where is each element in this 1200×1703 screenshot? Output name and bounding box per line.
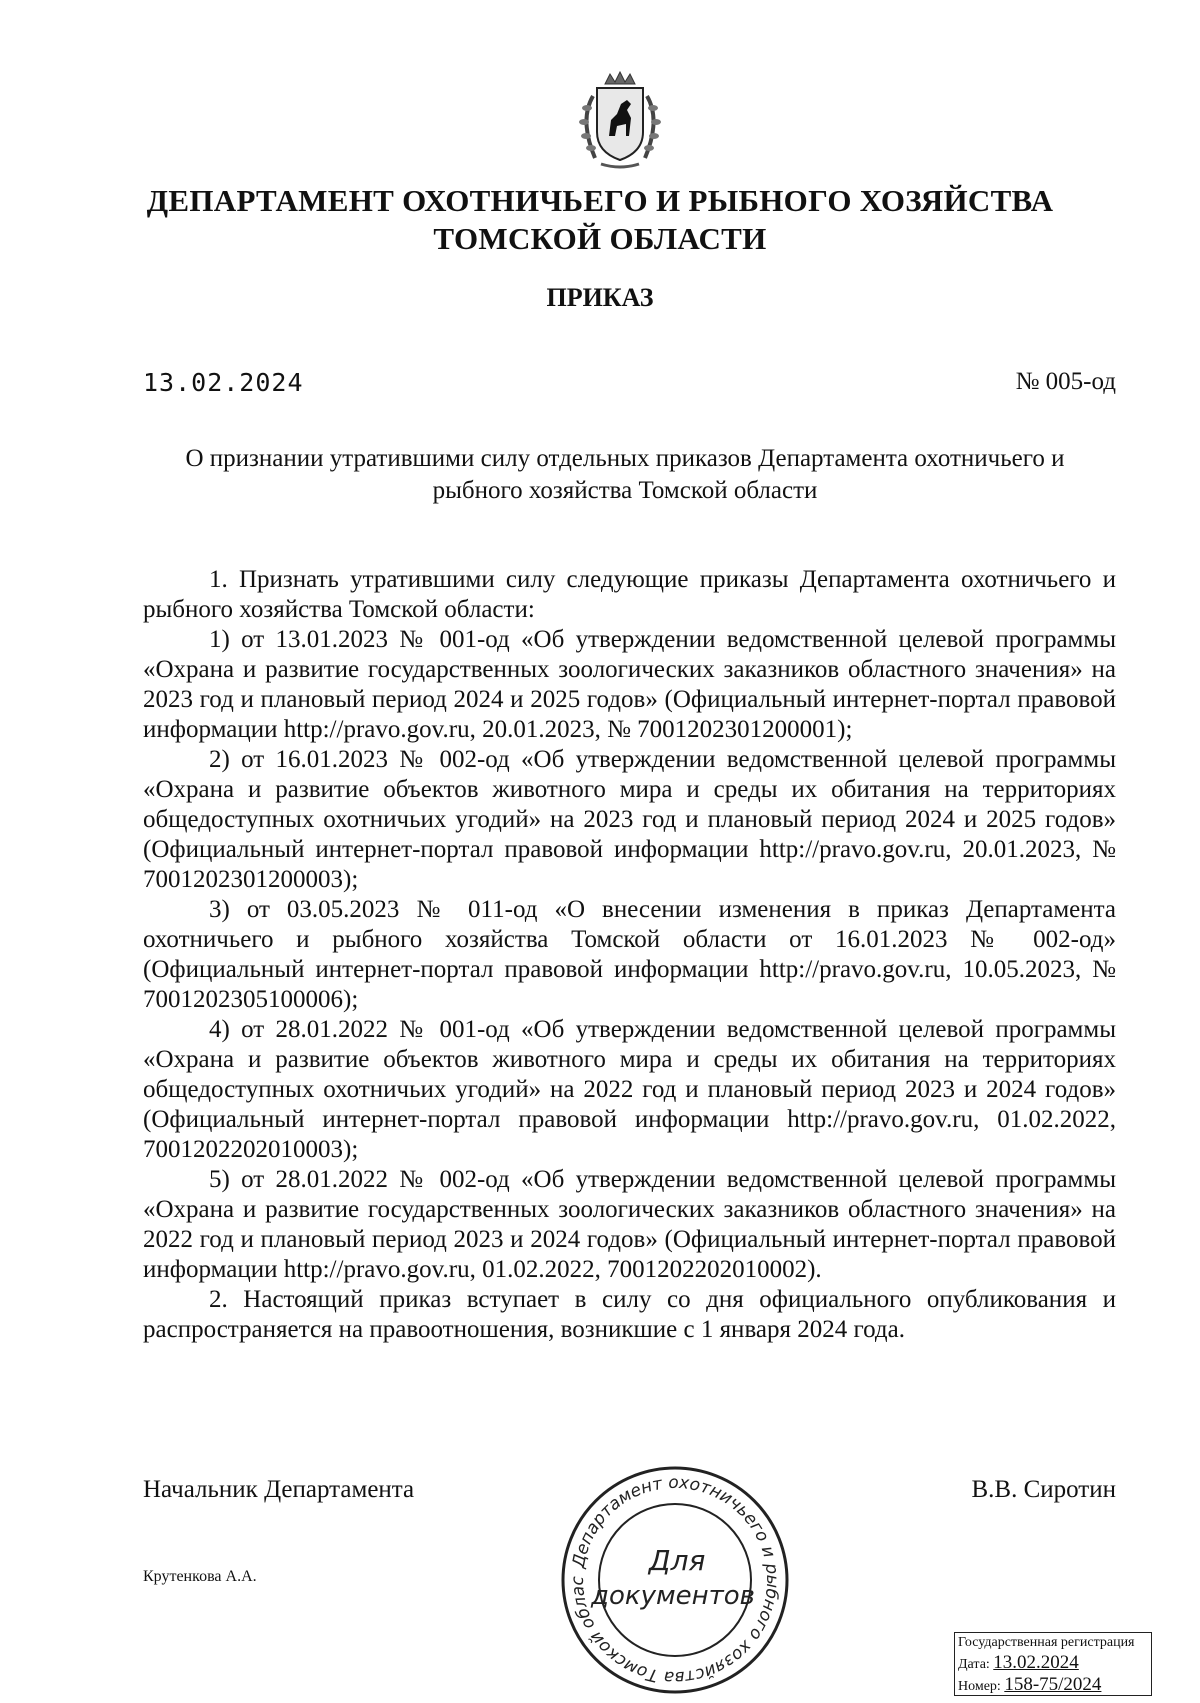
registration-box: [954, 1632, 1152, 1696]
stamp-ring-text: Департамент охотничьего и рыбного хозяйства Томской облас: [567, 1472, 783, 1688]
coat-of-arms-icon: [565, 70, 675, 174]
registration-heading: Государственная регистрация: [958, 1635, 1135, 1650]
org-name-line2: ТОМСКОЙ ОБЛАСТИ: [433, 221, 767, 256]
document-subject: О признании утратившими силу отдельных приказов Департамента охотничьего и рыбного хозяйства Томской области: [185, 445, 1065, 504]
paragraph-2: 2. Настоящий приказ вступает в силу со дня официального опубликования и распространяется на правоотношения, возникшие с 1 января 2024 года.: [143, 1286, 1116, 1343]
registration-number-label: Номер:: [958, 1679, 1001, 1694]
list-item-5: 5) от 28.01.2022 № 002-од «Об утверждении ведомственной целевой программы «Охрана и развитие государственных зоологических заказников областного значения» на 2022 год и плановый период 2023 и 2024 годов» (Официальный интернет-портал правовой информации http://pravo.gov.ru, 01.02.2022, 7001202202010002).: [143, 1166, 1116, 1283]
list-item-1: 1) от 13.01.2023 № 001-од «Об утверждении ведомственной целевой программы «Охрана и развитие государственных зоологических заказников областного значения» на 2023 год и плановый период 2024 и 2025 годов» (Официальный интернет-портал правовой информации http://pravo.gov.ru, 20.01.2023, № 7001202301200001);: [143, 626, 1116, 743]
document-type: ПРИКАЗ: [546, 283, 654, 312]
list-item-2: 2) от 16.01.2023 № 002-од «Об утверждении ведомственной целевой программы «Охрана и развитие объектов животного мира и среды их обитания на территориях общедоступных охотничьих угодий» на 2023 год и плановый период 2024 и 2025 годов» (Официальный интернет-портал правовой информации http://pravo.gov.ru, 20.01.2023, № 7001202301200003);: [143, 746, 1116, 893]
registration-date-value: 13.02.2024: [993, 1652, 1079, 1673]
signatory-role: Начальник Департамента: [143, 1476, 415, 1503]
list-item-4: 4) от 28.01.2022 № 001-од «Об утверждении ведомственной целевой программы «Охрана и развитие объектов животного мира и среды их обитания на территориях общедоступных охотничьих угодий» на 2022 год и плановый период 2023 и 2024 годов» (Официальный интернет-портал правовой информации http://pravo.gov.ru, 01.02.2022, 7001202202010003);: [143, 1016, 1116, 1163]
document-date: 13.02.2024: [143, 368, 304, 397]
document-body: [143, 565, 1116, 1345]
signatory-name: В.В. Сиротин: [971, 1476, 1116, 1503]
registration-number-value: 158-75/2024: [1004, 1674, 1102, 1695]
official-stamp: [555, 1462, 795, 1698]
stamp-center-line2: документов: [591, 1581, 755, 1611]
executor-name: Крутенкова А.А.: [143, 1568, 257, 1585]
registration-date-label: Дата:: [958, 1657, 990, 1672]
org-name-line1: ДЕПАРТАМЕНТ ОХОТНИЧЬЕГО И РЫБНОГО ХОЗЯЙСТВА: [146, 183, 1054, 218]
document-number: № 005-од: [1015, 368, 1116, 395]
paragraph-1: 1. Признать утратившими силу следующие приказы Департамента охотничьего и рыбного хозяйства Томской области:: [143, 566, 1116, 623]
stamp-center-line1: Для: [648, 1544, 706, 1577]
list-item-3: 3) от 03.05.2023 № 011-од «О внесении изменения в приказ Департамента охотничьего и рыбного хозяйства Томской области от 16.01.2023 № 002-од» (Официальный интернет-портал правовой информации http://pravo.gov.ru, 10.05.2023, № 7001202305100006);: [143, 896, 1116, 1013]
